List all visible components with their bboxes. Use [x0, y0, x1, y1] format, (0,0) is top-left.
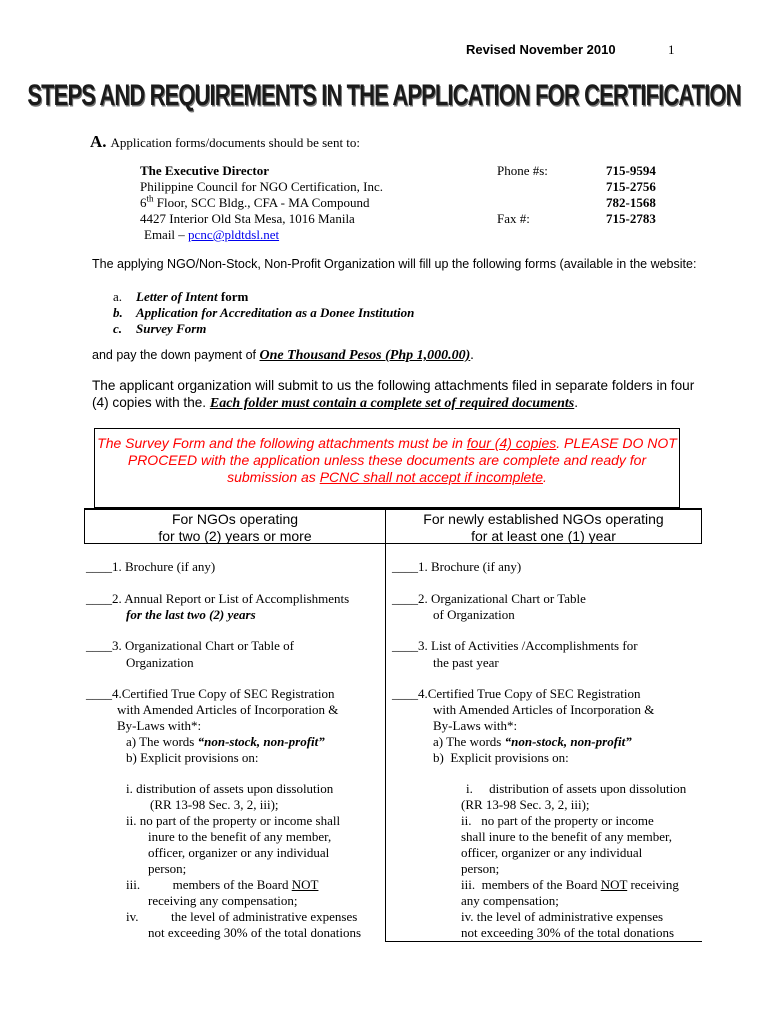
- address-block: [140, 163, 480, 243]
- email-link[interactable]: pcnc@pldtdsl.net: [188, 227, 280, 242]
- phone-number-1: 715-9594: [606, 163, 656, 178]
- address-line-4: 4427 Interior Old Sta Mesa, 1016 Manila: [140, 211, 355, 226]
- section-intro-text: Application forms/documents should be sent to:: [110, 135, 361, 150]
- email-line: [140, 227, 480, 243]
- forms-intro: The applying NGO/Non-Stock, Non-Profit Organization will fill up the following forms (available in the website:: [92, 257, 697, 271]
- right-item-4b: b) Explicit provisions on:: [433, 750, 569, 765]
- page-number: 1: [668, 42, 675, 57]
- right-sub-ii-line2: shall inure to the benefit of any member,: [461, 829, 673, 844]
- right-sub-ii: ii. no part of the property or income: [461, 813, 654, 828]
- left-item-4-line3: By-Laws with*:: [117, 718, 202, 733]
- address-line-1: The Executive Director: [140, 163, 269, 178]
- left-sub-iv-line2: not exceeding 30% of the total donations: [148, 925, 362, 940]
- left-sub-ii-line2: inure to the benefit of any member,: [148, 829, 332, 844]
- left-item-4b: b) Explicit provisions on:: [126, 750, 259, 765]
- right-sub-ii-line3: officer, organizer or any individual: [461, 845, 643, 860]
- left-item-2-detail: for the last two (2) years: [126, 607, 256, 622]
- right-item-3: ____3. List of Activities /Accomplishments for: [392, 638, 638, 653]
- right-item-4a: a) The words “non-stock, non-profit”: [433, 734, 632, 749]
- right-sub-iv: iv. the level of administrative expenses: [461, 909, 664, 924]
- right-sub-i: i. distribution of assets upon dissolution: [466, 781, 687, 796]
- page-title: STEPS AND REQUIREMENTS IN THE APPLICATION FOR CERTIFICATION: [27, 78, 741, 112]
- form-item-c: c. Survey Form: [113, 321, 207, 336]
- forms-list: [113, 289, 414, 337]
- right-sub-iii: iii. members of the Board NOT receiving: [461, 877, 679, 892]
- address-line-2: Philippine Council for NGO Certification, Inc.: [140, 179, 383, 194]
- section-letter: A.: [90, 132, 107, 151]
- fax-label: Fax #:: [497, 211, 530, 226]
- phone-label: Phone #s:: [497, 163, 548, 178]
- payment-amount: One Thousand Pesos (Php 1,000.00): [259, 348, 471, 363]
- right-column-header: For newly established NGOs operating for at least one (1) year: [386, 508, 702, 544]
- warning-box: [94, 428, 680, 508]
- left-sub-ii-line4: person;: [148, 861, 187, 876]
- left-sub-iii-line2: receiving any compensation;: [148, 893, 298, 908]
- payment-line: and pay the down payment of One Thousand Pesos (Php 1,000.00).: [92, 348, 474, 363]
- right-sub-ii-line4: person;: [461, 861, 500, 876]
- right-item-4-line2: with Amended Articles of Incorporation &: [433, 702, 655, 717]
- phone-number-2: 715-2756: [606, 179, 656, 194]
- right-sub-iii-line2: any compensation;: [461, 893, 559, 908]
- section-a-intro: [90, 132, 360, 152]
- address-line-3: 6th Floor, SCC Bldg., CFA - MA Compound: [140, 193, 370, 210]
- right-sub-i-line2: (RR 13-98 Sec. 3, 2, iii);: [461, 797, 590, 812]
- left-sub-i-line2: (RR 13-98 Sec. 3, 2, iii);: [150, 797, 279, 812]
- warning-text: The Survey Form and the following attachments must be in four (4) copies. PLEASE DO NOT PROCEED with the application unless these documents are complete and ready for submission as PCNC shall not accept if incomplete.: [97, 435, 677, 485]
- right-item-4: ____4.Certified True Copy of SEC Registration: [392, 686, 641, 701]
- email-label: Email –: [144, 227, 189, 242]
- left-sub-iii: iii. members of the Board NOT: [126, 877, 319, 892]
- form-item-b: b. Application for Accreditation as a Donee Institution: [113, 305, 415, 320]
- left-sub-iv: iv. the level of administrative expenses: [126, 909, 358, 924]
- left-item-1: ____1. Brochure (if any): [86, 559, 216, 574]
- right-item-2: ____2. Organizational Chart or Table: [392, 591, 586, 606]
- right-sub-iv-line2: not exceeding 30% of the total donations: [461, 925, 675, 940]
- left-column-header: For NGOs operating for two (2) years or more: [84, 508, 386, 544]
- attachments-intro: The applicant organization will submit to us the following attachments filed in separate folders in four (4) copies with the. Each folder must contain a complete set of required documents.: [92, 378, 695, 411]
- left-item-3: ____3. Organizational Chart or Table of: [86, 638, 294, 653]
- left-item-3-detail: Organization: [126, 655, 194, 670]
- left-sub-ii: ii. no part of the property or income shall: [126, 813, 341, 828]
- left-item-2: ____2. Annual Report or List of Accomplishments: [86, 591, 350, 606]
- bottom-rule: [385, 941, 702, 942]
- revision-date: Revised November 2010: [466, 42, 616, 57]
- column-divider: [385, 544, 386, 942]
- left-item-4: ____4.Certified True Copy of SEC Registration: [86, 686, 335, 701]
- right-item-3-detail: the past year: [433, 655, 499, 670]
- left-sub-i: i. distribution of assets upon dissolution: [126, 781, 334, 796]
- right-item-1: ____1. Brochure (if any): [392, 559, 522, 574]
- left-sub-ii-line3: officer, organizer or any individual: [148, 845, 330, 860]
- right-item-4-line3: By-Laws with*:: [433, 718, 518, 733]
- right-item-2-detail: of Organization: [433, 607, 515, 622]
- fax-number: 715-2783: [606, 211, 656, 226]
- left-item-4-line2: with Amended Articles of Incorporation &: [117, 702, 339, 717]
- phone-number-3: 782-1568: [606, 195, 656, 210]
- left-item-4a: a) The words “non-stock, non-profit”: [126, 734, 325, 749]
- attachments-emphasis: Each folder must contain a complete set of required documents: [209, 396, 575, 411]
- form-item-a: a. Letter of Intent form: [113, 289, 249, 304]
